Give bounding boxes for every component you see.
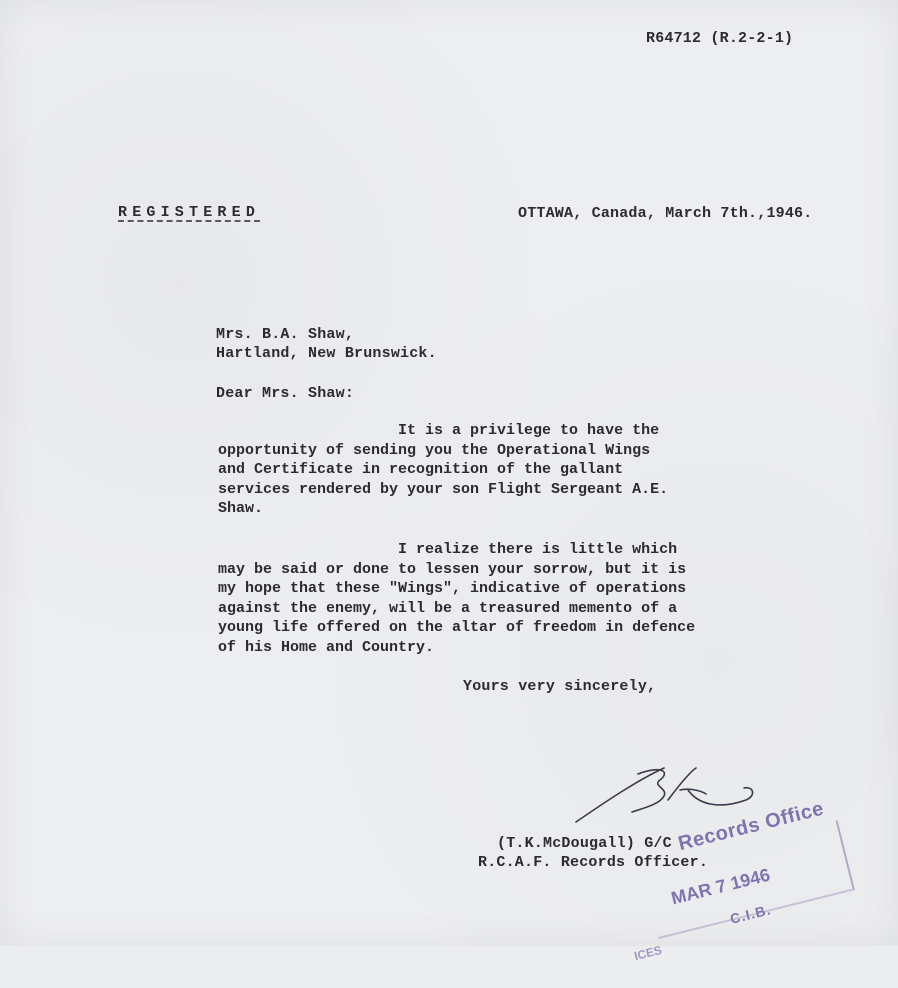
stamp-unit-text: C.I.B. [728,901,773,927]
stamp-fragment-text: ICES [632,942,664,964]
signatory-title: R.C.A.F. Records Officer. [478,854,709,871]
signatory-name: (T.K.McDougall) G/C [497,835,672,852]
body-paragraph-1: It is a privilege to have the opportunity of sending you the Operational Wings and Certificate in recognition of the gallant services rendered by your son Flight Sergeant A.E. Shaw. [218,422,669,517]
file-reference: R64712 (R.2-2-1) [646,30,794,47]
address-line-1: Mrs. B.A. Shaw, [216,326,355,343]
address-line-2: Hartland, New Brunswick. [216,345,437,362]
registered-heading: REGISTERED [118,204,261,221]
salutation: Dear Mrs. Shaw: [216,385,355,402]
body-paragraph-2: I realize there is little which may be said or done to lessen your sorrow, but it is my hope that these "Wings", indicative of operations against the enemy, will be a treasured memento of a young life offered on the altar of freedom in defence of his Home and Country. [218,541,696,656]
place-and-date: OTTAWA, Canada, March 7th.,1946. [518,205,813,222]
stamp-office-text: Records Office [675,797,827,856]
stamp-date-text: MAR 7 1946 [669,864,773,909]
closing: Yours very sincerely, [463,678,657,695]
